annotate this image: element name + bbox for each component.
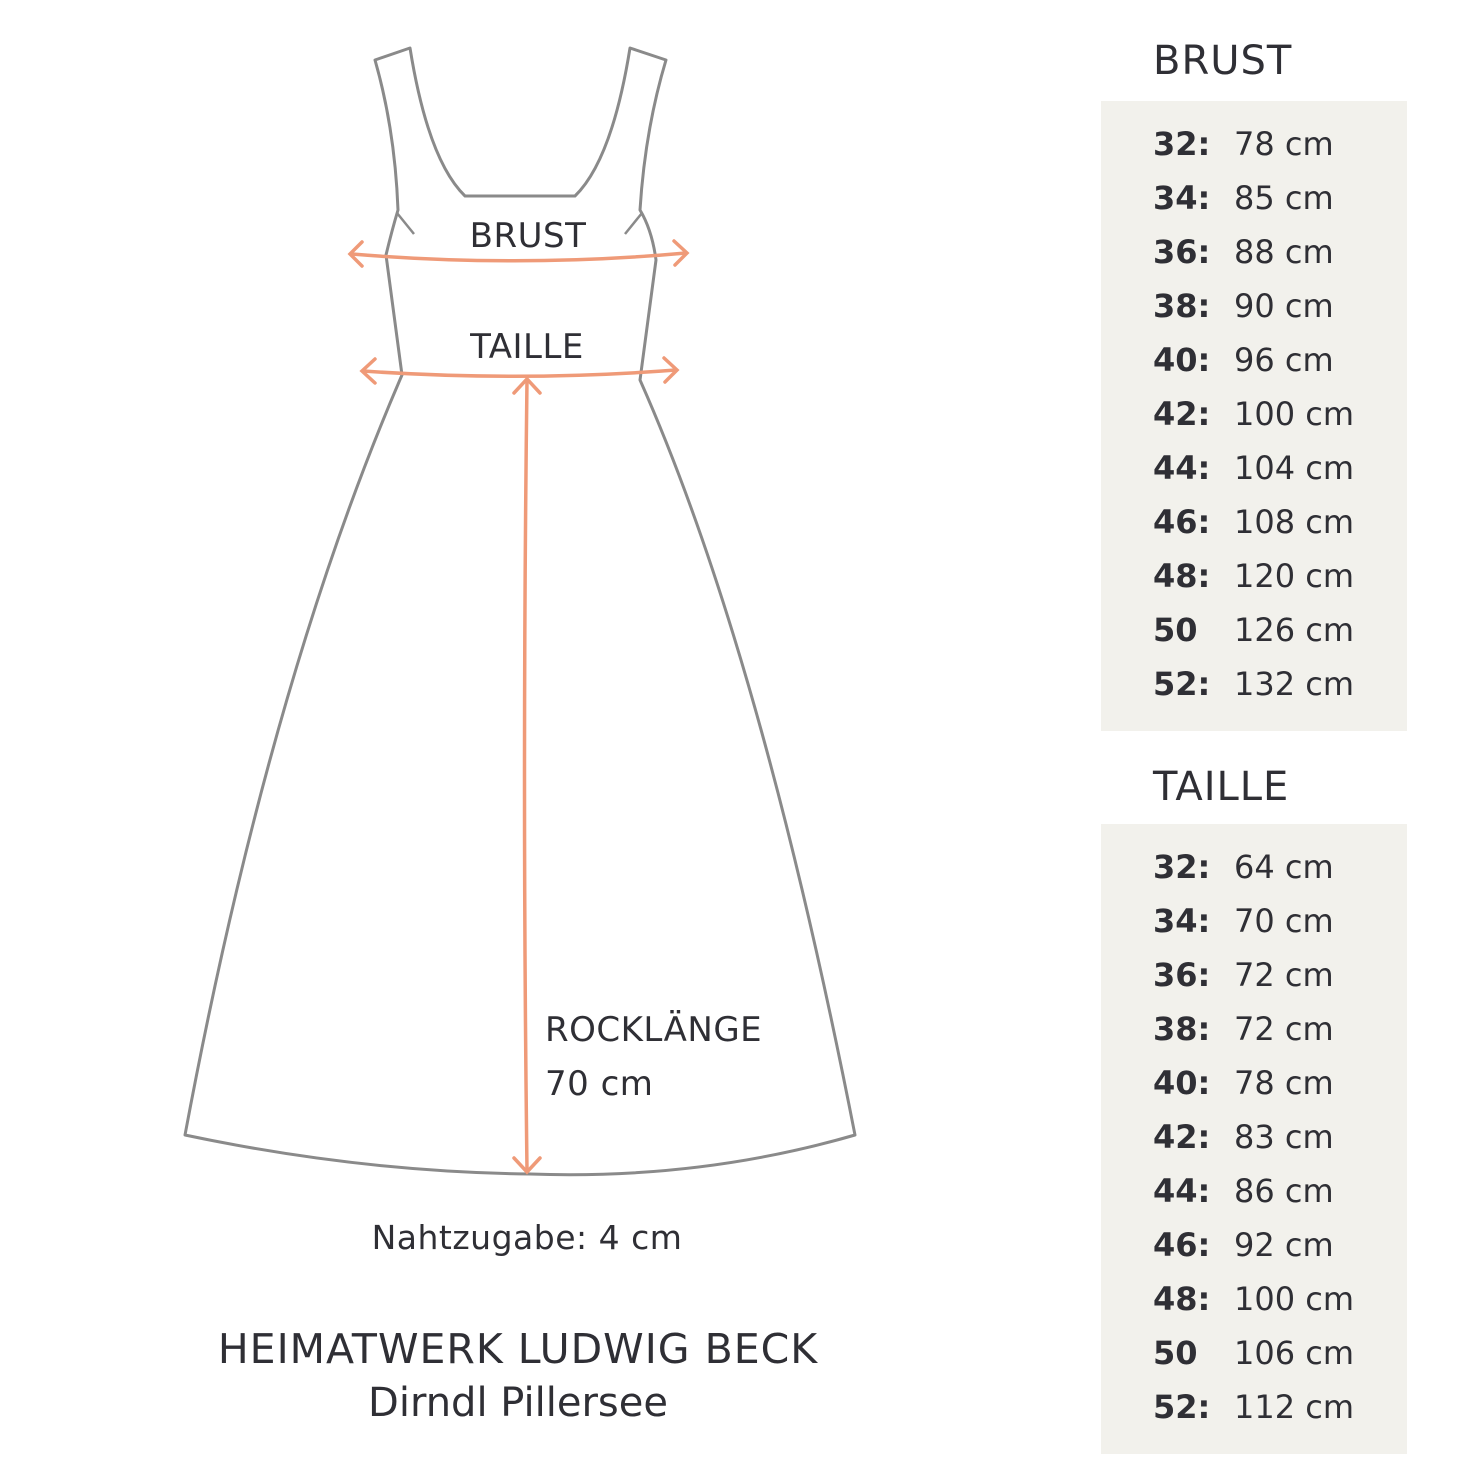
brand-name: HEIMATWERK LUDWIG BECK — [217, 1325, 819, 1373]
size-label: 46: — [1153, 1226, 1211, 1264]
size-label: 50 — [1153, 611, 1198, 649]
size-label: 48: — [1153, 1280, 1211, 1318]
size-value: 78 cm — [1234, 1064, 1334, 1102]
size-value: 78 cm — [1234, 125, 1334, 163]
size-value: 64 cm — [1234, 848, 1334, 886]
size-label: 34: — [1153, 902, 1211, 940]
rocklaenge-label: ROCKLÄNGE — [545, 1010, 763, 1050]
size-label: 46: — [1153, 503, 1211, 541]
size-value: 92 cm — [1234, 1226, 1334, 1264]
size-label: 40: — [1153, 1064, 1211, 1102]
taille-label: TAILLE — [470, 327, 584, 367]
size-value: 104 cm — [1234, 449, 1355, 487]
brust-label: BRUST — [469, 216, 587, 256]
size-label: 32: — [1153, 848, 1211, 886]
brust-size-table — [1101, 101, 1407, 731]
left-dart-line — [397, 213, 414, 234]
size-label: 32: — [1153, 125, 1211, 163]
brust-table-title: BRUST — [1153, 38, 1293, 84]
size-value: 83 cm — [1234, 1118, 1334, 1156]
size-value: 112 cm — [1234, 1388, 1355, 1426]
size-label: 44: — [1153, 1172, 1211, 1210]
size-label: 34: — [1153, 179, 1211, 217]
size-value: 100 cm — [1234, 395, 1355, 433]
size-label: 40: — [1153, 341, 1211, 379]
size-label: 36: — [1153, 233, 1211, 271]
size-label: 42: — [1153, 395, 1211, 433]
size-label: 48: — [1153, 557, 1211, 595]
size-value: 85 cm — [1234, 179, 1334, 217]
size-value: 132 cm — [1234, 665, 1355, 703]
size-label: 42: — [1153, 1118, 1211, 1156]
rocklaenge-arrow — [514, 379, 540, 1172]
size-value: 100 cm — [1234, 1280, 1355, 1318]
size-label: 38: — [1153, 287, 1211, 325]
nahtzugabe-note: Nahtzugabe: 4 cm — [371, 1218, 683, 1257]
size-value: 70 cm — [1234, 902, 1334, 940]
size-value: 88 cm — [1234, 233, 1334, 271]
size-value: 108 cm — [1234, 503, 1355, 541]
size-label: 38: — [1153, 1010, 1211, 1048]
product-name: Dirndl Pillersee — [368, 1380, 668, 1426]
size-value: 86 cm — [1234, 1172, 1334, 1210]
taille-table-title: TAILLE — [1153, 764, 1290, 810]
size-label: 52: — [1153, 665, 1211, 703]
size-value: 120 cm — [1234, 557, 1355, 595]
size-label: 52: — [1153, 1388, 1211, 1426]
size-label: 50 — [1153, 1334, 1198, 1372]
taille-size-table — [1101, 824, 1407, 1454]
size-value: 72 cm — [1234, 1010, 1334, 1048]
size-value: 126 cm — [1234, 611, 1355, 649]
size-value: 96 cm — [1234, 341, 1334, 379]
rocklaenge-value: 70 cm — [545, 1064, 654, 1104]
size-label: 36: — [1153, 956, 1211, 994]
size-value: 90 cm — [1234, 287, 1334, 325]
right-dart-line — [625, 213, 642, 234]
size-label: 44: — [1153, 449, 1211, 487]
size-value: 72 cm — [1234, 956, 1334, 994]
size-value: 106 cm — [1234, 1334, 1355, 1372]
